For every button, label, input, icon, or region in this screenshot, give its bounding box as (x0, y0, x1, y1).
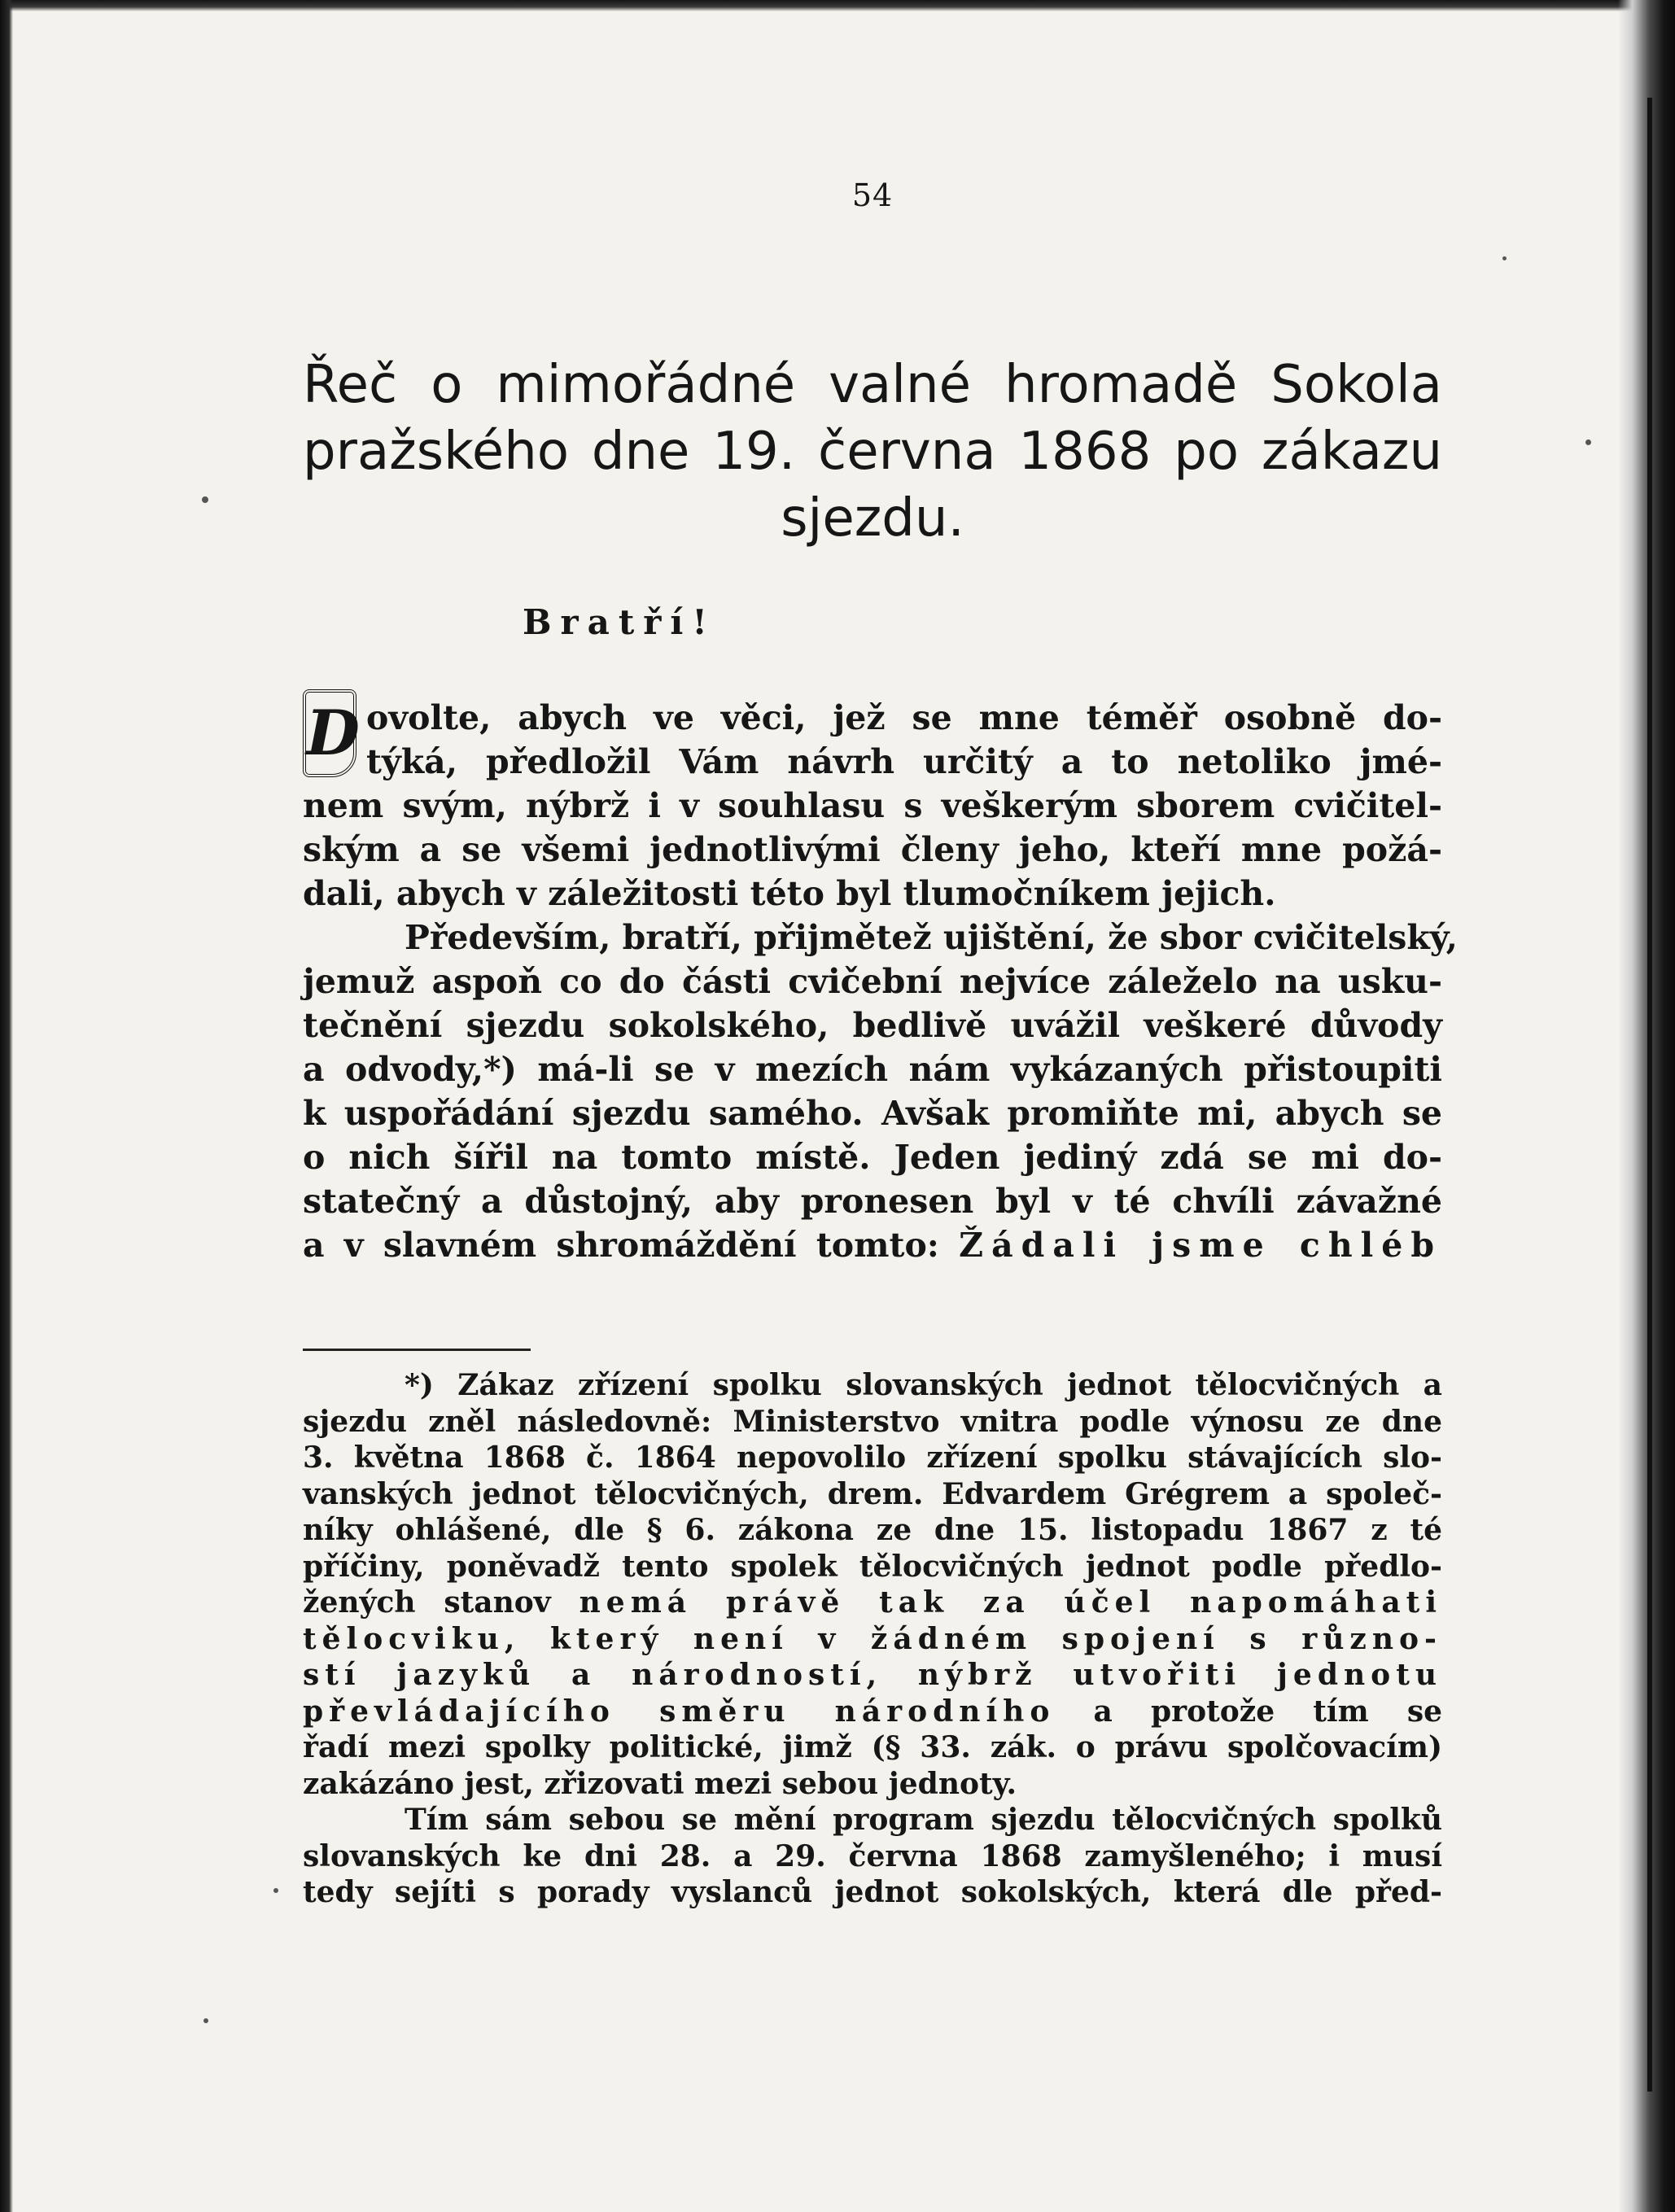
text-fragment: žených stanov (303, 1585, 579, 1620)
text-line: Především, bratří, přijmětež ujištění, že sbor cvičitelský, (405, 918, 1458, 957)
footnote-line: stí jazyků a národností, nýbrž utvořiti jednotu (303, 1658, 1442, 1692)
title-line: sjezdu. (781, 488, 964, 549)
emphasized-text: převládajícího směru národního (303, 1694, 1056, 1729)
footnote-line (303, 1694, 1442, 1730)
dust-speck (1585, 439, 1591, 445)
chapter-title (303, 352, 1442, 552)
footnote-line: 3. května 1868 č. 1864 nepovolilo zřízení spolku stávajících slo- (303, 1440, 1442, 1475)
text-line: nem svým, nýbrž i v souhlasu s veškerým sborem cvičitel- (303, 786, 1442, 825)
text-line: a odvody,*) má-li se v mezích nám vykázaných přistoupiti (303, 1050, 1442, 1089)
footnote-line: příčiny, poněvadž tento spolek tělocvičných jednot podle předlo- (303, 1549, 1442, 1584)
text-line: k uspořádání sjezdu samého. Avšak promiňte mi, abych se (303, 1094, 1442, 1133)
title-line: pražského dne 19. června 1868 po zákazu (303, 422, 1442, 482)
text-line: tečnění sjezdu sokolského, bedlivě uvážil veškeré důvody (303, 1006, 1442, 1045)
salutation: Bratří! (523, 602, 716, 642)
emphasized-text: Žádali jsme chléb (959, 1226, 1442, 1265)
footnote-line: tedy sejíti s porady vyslanců jednot sokolských, která dle před- (303, 1875, 1442, 1909)
footnote-line: Tím sám sebou se mění program sjezdu tělocvičných spolků (405, 1803, 1442, 1837)
footnote-line: tělocviku, který není v žádném spojení s různo- (303, 1621, 1442, 1656)
dust-speck (203, 2018, 208, 2023)
text-line: statečný a důstojný, aby pronesen byl v té chvíli závažné (303, 1182, 1442, 1221)
dust-speck (202, 496, 208, 503)
footnote-line: vanských jednot tělocvičných, drem. Edvardem Grégrem a společ- (303, 1476, 1442, 1511)
page-number: 54 (851, 177, 894, 213)
scan-edge-right (1618, 0, 1675, 2212)
text-line-content: ovolte, abych ve věci, jež se mne téměř osobně do- (366, 698, 1442, 737)
footnote-line: *) Zákaz zřízení spolku slovanských jednot tělocvičných a (405, 1368, 1442, 1402)
footnote-line: sjezdu zněl následovně: Ministerstvo vnitra podle výnosu ze dne (303, 1404, 1442, 1439)
binding-shadow (1647, 98, 1652, 2092)
text-line: o nich šířil na tomto místě. Jeden jediný zdá se mi do- (303, 1138, 1442, 1177)
title-line: Řeč o mimořádné valné hromadě Sokola (303, 355, 1442, 415)
footnote (303, 1367, 1442, 1911)
drop-cap-initial: D (303, 689, 356, 777)
footnote-line (303, 1585, 1442, 1621)
footnote-line: zakázáno jest, zřizovati mezi sebou jednoty. (303, 1766, 1017, 1801)
text-fragment: a v slavném shromáždění tomto: (303, 1226, 939, 1265)
main-text (303, 696, 1458, 1267)
text-line: dali, abych v záležitosti této byl tlumočníkem jejich. (303, 874, 1276, 913)
footnote-separator (303, 1349, 531, 1351)
text-line: jemuž aspoň co do části cvičební nejvíce záleželo na usku- (303, 962, 1442, 1001)
dust-speck (1502, 256, 1507, 260)
text-fragment: a protože tím se (1093, 1694, 1442, 1729)
emphasized-text: nemá právě tak za účel napomáhati (579, 1585, 1442, 1620)
footnote-line: řadí mezi spolky politické, jimž (§ 33. zák. o právu spolčovacím) (303, 1730, 1442, 1764)
dust-speck (273, 1888, 278, 1893)
page-content (303, 0, 1458, 2212)
footnote-line: slovanských ke dni 28. a 29. června 1868 zamyšleného; i musí (303, 1838, 1442, 1873)
footnote-line: níky ohlášené, dle § 6. zákona ze dne 15. listopadu 1867 z té (303, 1513, 1442, 1547)
text-line: ským a se všemi jednotlivými členy jeho, kteří mne požá- (303, 830, 1442, 869)
text-line (303, 1223, 1442, 1267)
text-line: týká, předložil Vám návrh určitý a to netoliko jmé- (366, 742, 1442, 781)
scan-edge-left (0, 0, 13, 2212)
